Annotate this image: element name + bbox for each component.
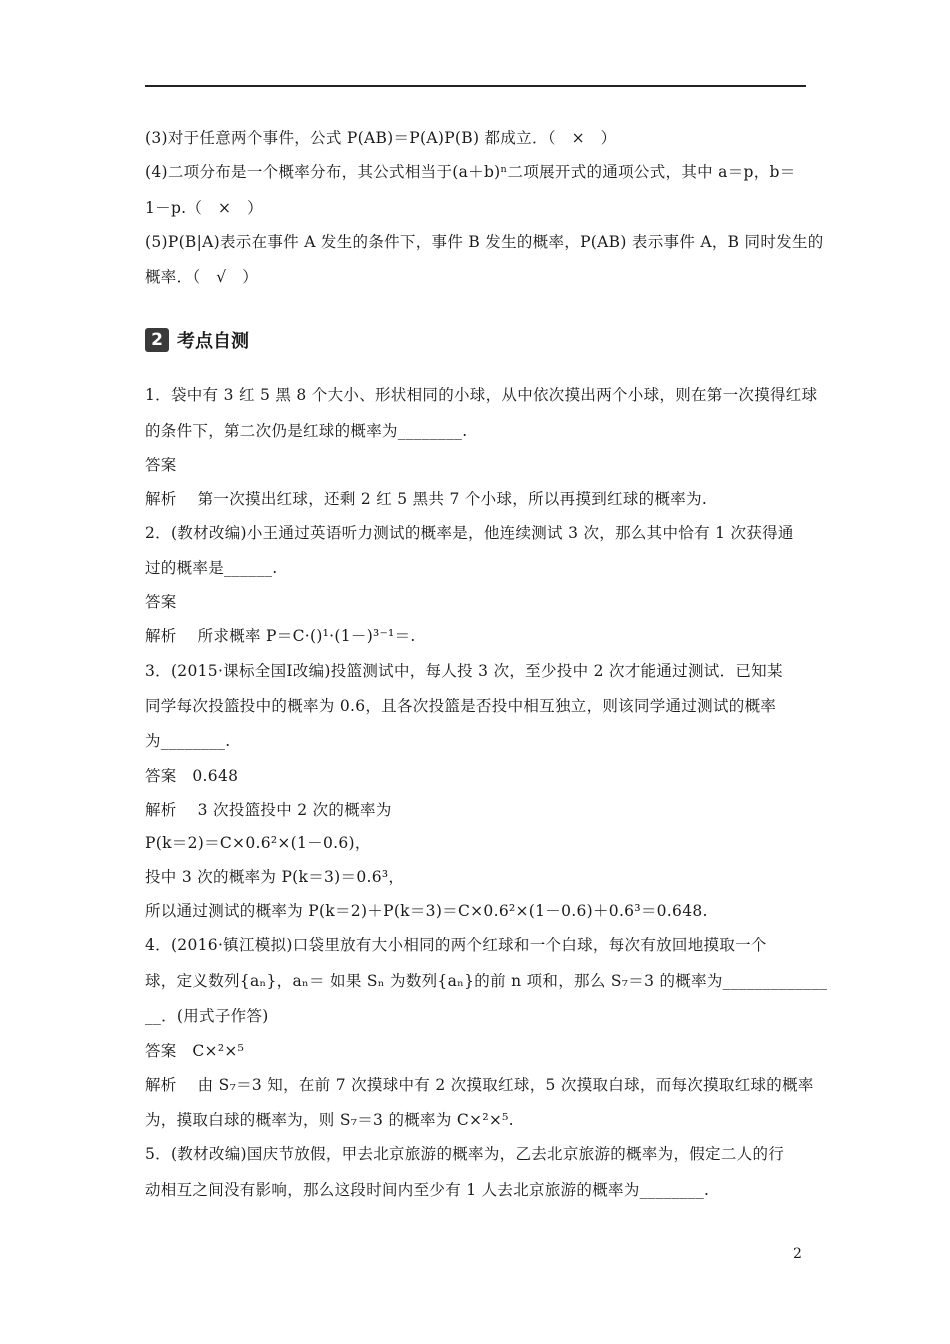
text-line: 答案 <box>145 456 177 474</box>
text-line: 4．(2016·镇江模拟)口袋里放有大小相同的两个红球和一个白球，每次有放回地摸取一个 <box>145 936 767 954</box>
text-line: __．(用式子作答) <box>145 1007 269 1025</box>
text-line: (5)P(B|A)表示在事件 A 发生的条件下，事件 B 发生的概率，P(AB) 表示事件 A，B 同时发生的 <box>145 233 824 251</box>
text-line: 2．(教材改编)小王通过英语听力测试的概率是，他连续测试 3 次，那么其中恰有 1 次获得通 <box>145 524 794 542</box>
text-line: 解析 3 次投篮投中 2 次的概率为 <box>145 801 392 819</box>
page-number: 2 <box>793 1246 802 1262</box>
text-line: 的条件下，第二次仍是红球的概率为________. <box>145 422 468 440</box>
header-rule <box>145 85 806 87</box>
text-line: 1－p.（ × ） <box>145 199 263 217</box>
text-line: 解析 由 S₇＝3 知，在前 7 次摸球中有 2 次摸取红球，5 次摸取白球，而每次摸取红球的概率 <box>145 1076 814 1094</box>
section-header <box>145 327 249 353</box>
text-line: 3．(2015·课标全国Ⅰ改编)投篮测试中，每人投 3 次，至少投中 2 次才能通过测试．已知某 <box>145 662 783 680</box>
text-line: 答案 C×²×⁵ <box>145 1042 245 1060</box>
text-line: 解析 所求概率 P＝C·()¹·(1－)³⁻¹＝. <box>145 627 416 645</box>
text-line: 过的概率是______. <box>145 559 278 577</box>
text-line: 答案 0.648 <box>145 767 239 785</box>
text-line: 5．(教材改编)国庆节放假，甲去北京旅游的概率为，乙去北京旅游的概率为，假定二人的行 <box>145 1145 785 1163</box>
text-line: 答案 <box>145 593 177 611</box>
text-line: 球，定义数列{aₙ}，aₙ＝ 如果 Sₙ 为数列{aₙ}的前 n 项和，那么 S₇＝3 的概率为_____________ <box>145 972 828 990</box>
text-line: P(k＝2)＝C×0.6²×(1－0.6)， <box>145 834 371 852</box>
text-line: 为________. <box>145 732 231 750</box>
text-line: 所以通过测试的概率为 P(k＝2)＋P(k＝3)＝C×0.6²×(1－0.6)＋0.6³＝0.648. <box>145 902 708 920</box>
text-line: 1．袋中有 3 红 5 黑 8 个大小、形状相同的小球，从中依次摸出两个小球，则在第一次摸得红球 <box>145 386 818 404</box>
text-line: 为，摸取白球的概率为，则 S₇＝3 的概率为 C×²×⁵. <box>145 1111 514 1129</box>
text-line: 同学每次投篮投中的概率为 0.6，且各次投篮是否投中相互独立，则该同学通过测试的概率 <box>145 697 777 715</box>
section-number-badge: 2 <box>145 328 169 352</box>
section-title: 考点自测 <box>177 331 249 352</box>
text-line: 概率．（ √ ） <box>145 268 259 286</box>
text-line: (3)对于任意两个事件，公式 P(AB)＝P(A)P(B) 都成立．（ × ） <box>145 129 617 147</box>
text-line: 动相互之间没有影响，那么这段时间内至少有 1 人去北京旅游的概率为________. <box>145 1181 710 1199</box>
text-line: 投中 3 次的概率为 P(k＝3)＝0.6³， <box>145 868 405 886</box>
text-line: 解析 第一次摸出红球，还剩 2 红 5 黑共 7 个小球，所以再摸到红球的概率为. <box>145 490 708 508</box>
text-line: (4)二项分布是一个概率分布，其公式相当于(a＋b)ⁿ二项展开式的通项公式，其中 a＝p，b＝ <box>145 163 796 181</box>
